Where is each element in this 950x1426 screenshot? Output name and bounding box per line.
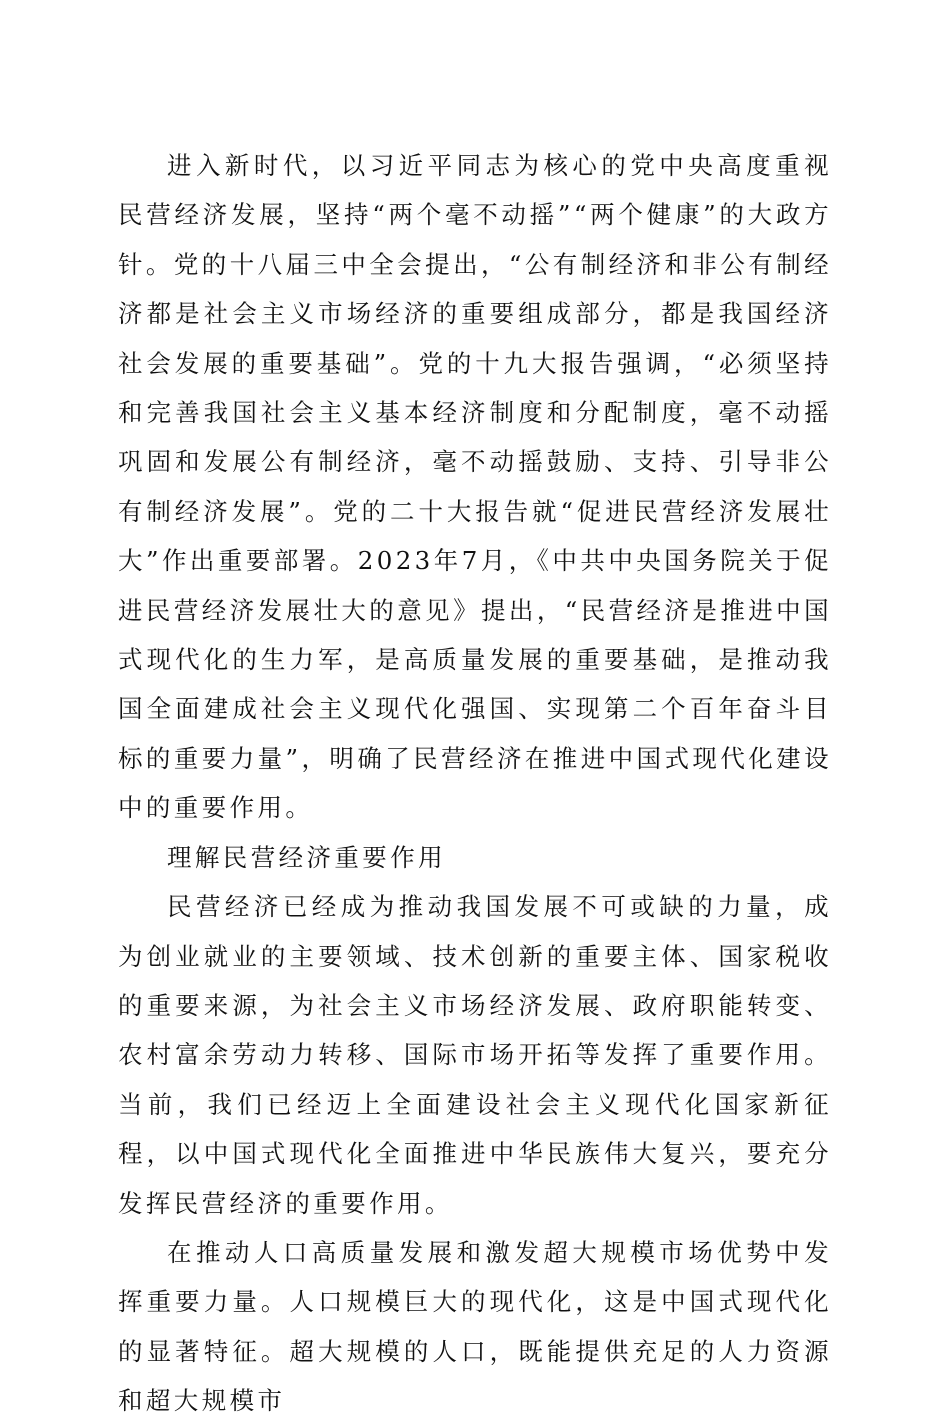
section-heading: 理解民营经济重要作用: [167, 842, 446, 872]
document-body: [118, 141, 832, 1426]
paragraph-population: 在推动人口高质量发展和激发超大规模市场优势中发挥重要力量。人口规模巨大的现代化，这是中国式现代化的显著特征。超大规模的人口，既能提供充足的人力资源和超大规模市: [118, 1237, 832, 1416]
paragraph-intro: 进入新时代，以习近平同志为核心的党中央高度重视民营经济发展，坚持“两个毫不动摇”“两个健康”的大政方针。党的十八届三中全会提出，“公有制经济和非公有制经济都是社会主义市场经济的重要组成部分，都是我国经济社会发展的重要基础”。党的十九大报告强调，“必须坚持和完善我国社会主义基本经济制度和分配制度，毫不动摇巩固和发展公有制经济，毫不动摇鼓励、支持、引导非公有制经济发展”。党的二十大报告就“促进民营经济发展壮大”作出重要部署。2023年7月，《中共中央国务院关于促进民营经济发展壮大的意见》提出，“民营经济是推进中国式现代化的生力军，是高质量发展的重要基础，是推动我国全面建成社会主义现代化强国、实现第二个百年奋斗目标的重要力量”，明确了民营经济在推进中国式现代化建设中的重要作用。: [118, 151, 832, 823]
paragraph-role: 民营经济已经成为推动我国发展不可或缺的力量，成为创业就业的主要领域、技术创新的重要主体、国家税收的重要来源，为社会主义市场经济发展、政府职能转变、农村富余劳动力转移、国际市场开拓等发挥了重要作用。当前，我们已经迈上全面建设社会主义现代化国家新征程，以中国式现代化全面推进中华民族伟大复兴，要充分发挥民营经济的重要作用。: [118, 892, 832, 1218]
